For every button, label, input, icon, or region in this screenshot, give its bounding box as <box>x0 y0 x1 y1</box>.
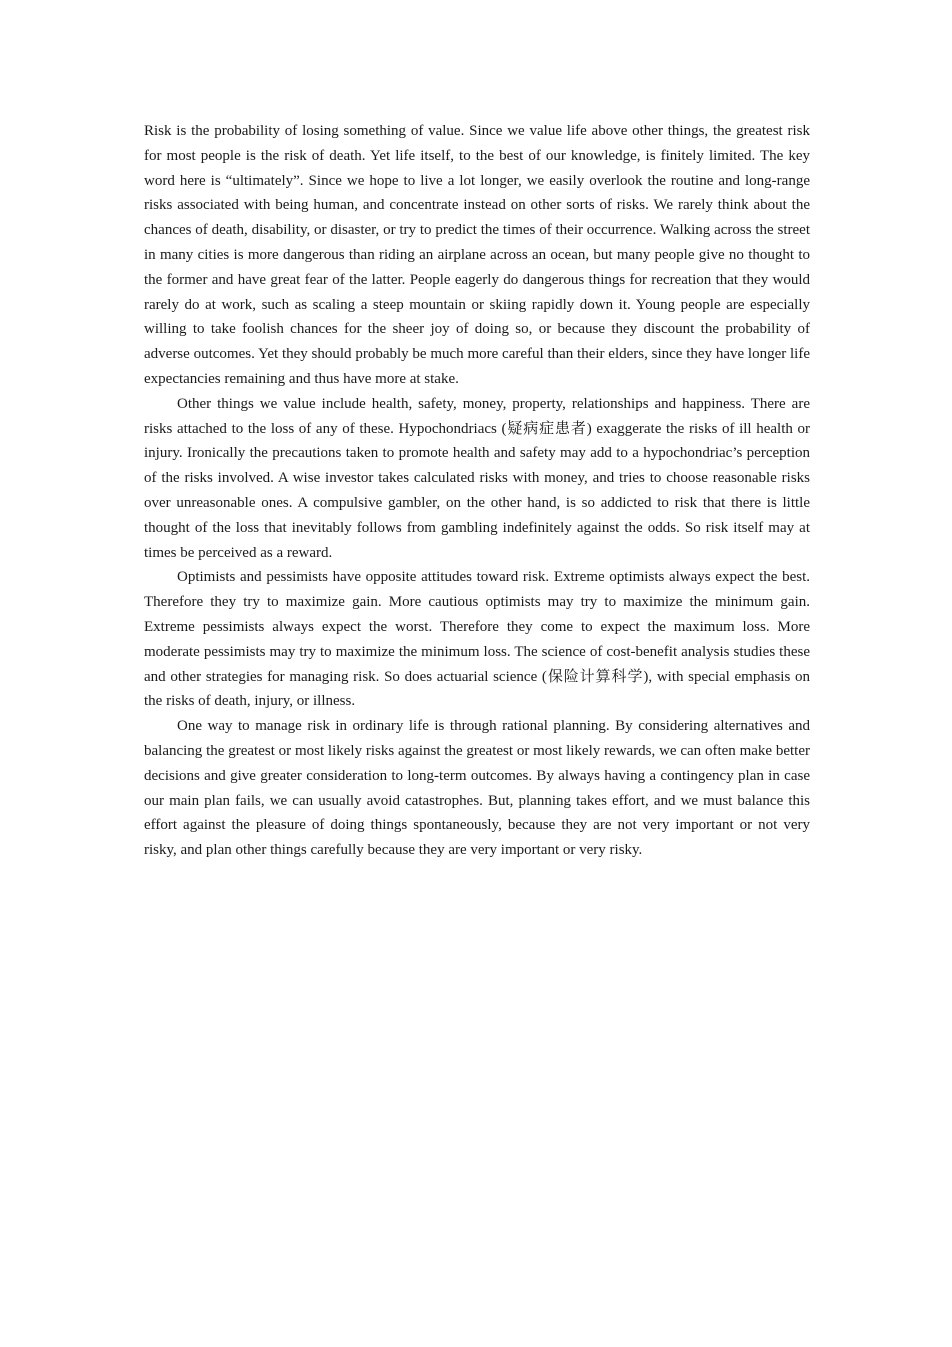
paragraph-3: Optimists and pessimists have opposite attitudes toward risk. Extreme optimists always expect the best. Therefore they try to maximize gain. More cautious optimists may try to maximize the minimum gain. Extreme pessimists always expect the worst. Therefore they come to expect the maximum loss. More moderate pessimists may try to maximize the minimum loss. The science of cost-benefit analysis studies these and other strategies for managing risk. So does actuarial science (保险计算科学), with special emphasis on the risks of death, injury, or illness. <box>144 569 810 710</box>
paragraph-4: One way to manage risk in ordinary life is through rational planning. By considering alternatives and balancing the greatest or most likely risks against the greatest or most likely rewards, we can often make better decisions and give greater consideration to long-term outcomes. By always having a contingency plan in case our main plan fails, we can usually avoid catastrophes. But, planning takes effort, and we must balance this effort against the pleasure of doing things spontaneously, because they are not very important or not very risky, and plan other things carefully because they are very important or very risky. <box>144 718 810 859</box>
document-body <box>144 119 810 863</box>
paragraph-2: Other things we value include health, safety, money, property, relationships and happiness. There are risks attached to the loss of any of these. Hypochondriacs (疑病症患者) exaggerate the risks of ill health or injury. Ironically the precautions taken to promote health and safety may add to a hypochondriac’s perception of the risks involved. A wise investor takes calculated risks with money, and tries to choose reasonable risks over unreasonable ones. A compulsive gambler, on the other hand, is so addicted to risk that there is little thought of the loss that inevitably follows from gambling indefinitely against the odds. So risk itself may at times be perceived as a reward. <box>144 395 810 561</box>
paragraph-1: Risk is the probability of losing something of value. Since we value life above other things, the greatest risk for most people is the risk of death. Yet life itself, to the best of our knowledge, is finitely limited. The key word here is “ultimately”. Since we hope to live a lot longer, we easily overlook the routine and long-range risks associated with being human, and concentrate instead on other sorts of risks. We rarely think about the chances of death, disability, or disaster, or try to predict the times of their occurrence. Walking across the street in many cities is more dangerous than riding an airplane across an ocean, but many people give no thought to the former and have great fear of the latter. People eagerly do dangerous things for recreation that they would rarely do at work, such as scaling a steep mountain or skiing rapidly down it. Young people are especially willing to take foolish chances for the sheer joy of doing so, or because they discount the probability of adverse outcomes. Yet they should probably be much more careful than their elders, since they have longer life expectancies remaining and thus have more at stake. <box>144 123 810 387</box>
